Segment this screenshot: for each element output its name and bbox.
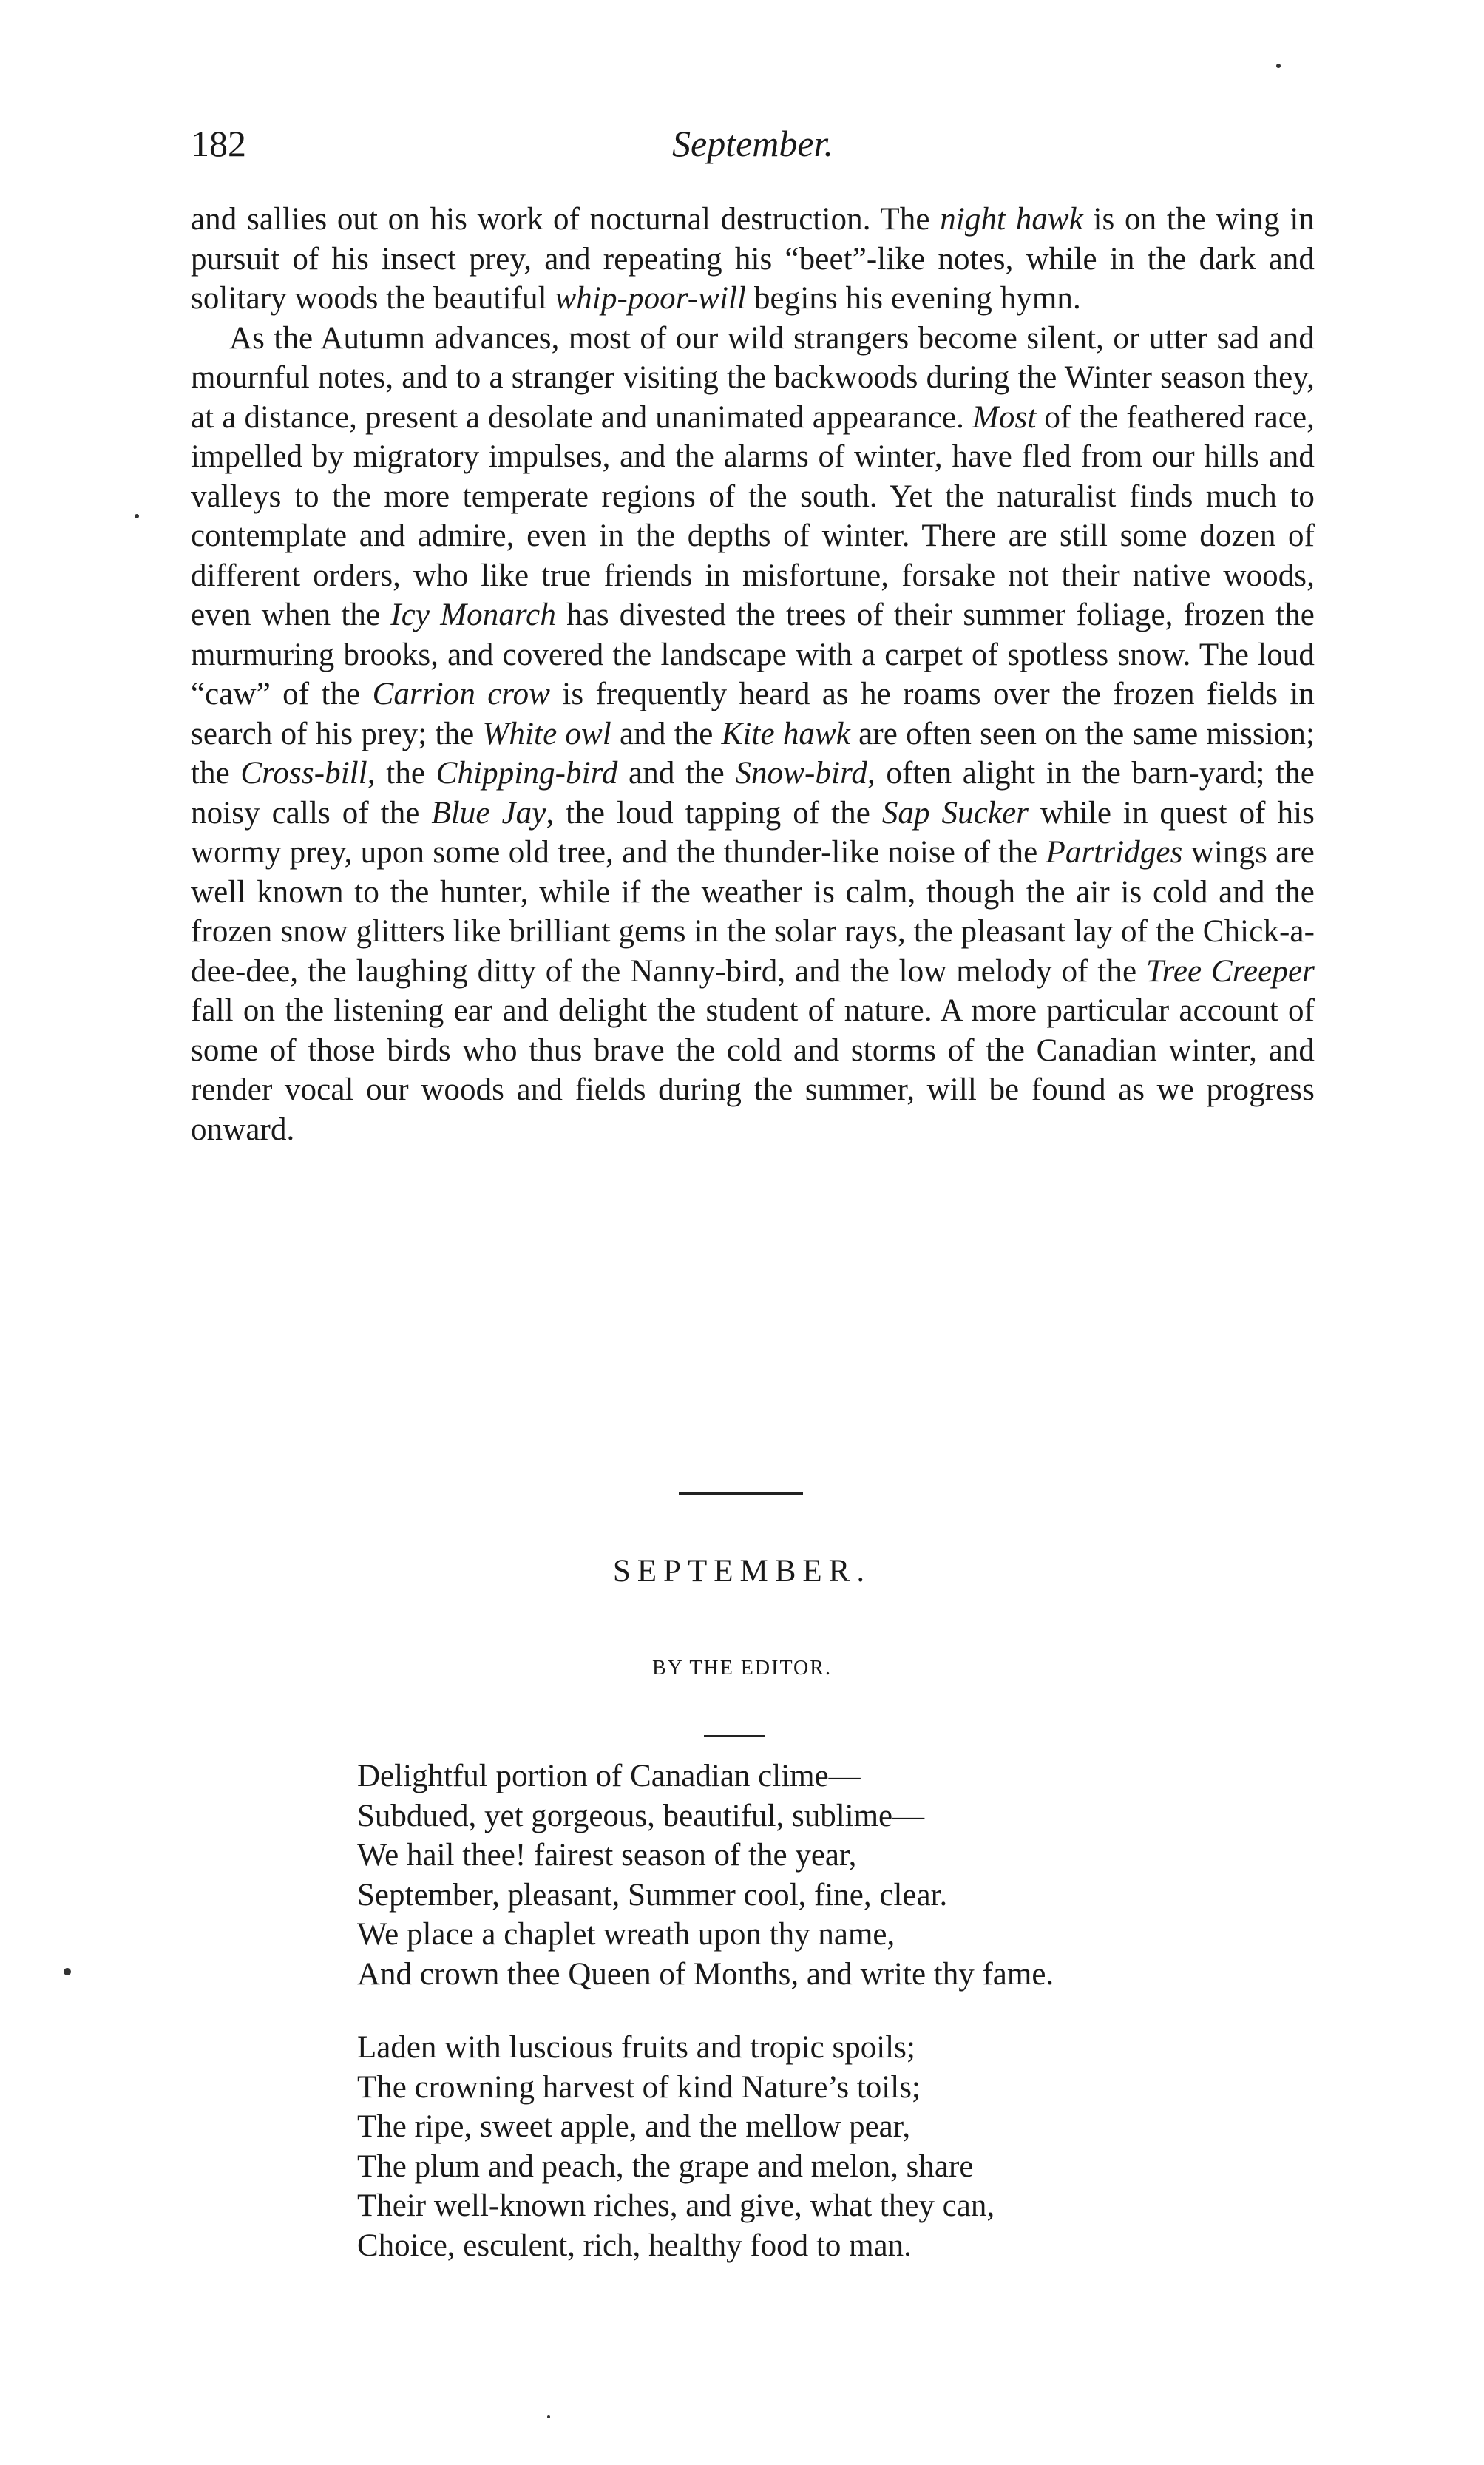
- print-speck: [64, 1968, 71, 1975]
- text-run: As the Autumn advances, most of our wild strangers become silent, or utter sad and mournful notes, and to a stranger visiting the backwoods during the Winter season they, at a distance, present a desolate and unanimated appearance.: [191, 320, 1315, 435]
- body-text: [191, 200, 1315, 1149]
- italic-term: Carrion crow: [372, 677, 551, 711]
- italic-term: whip-poor-will: [555, 281, 747, 316]
- italic-term: Cross-bill: [240, 756, 367, 791]
- poem-title: SEPTEMBER.: [612, 1554, 872, 1589]
- italic-term: Blue Jay: [431, 795, 546, 831]
- poem-byline: BY THE EDITOR.: [652, 1657, 832, 1680]
- poem-line: The crowning harvest of kind Nature’s toils;: [357, 2069, 921, 2105]
- text-run: is frequently heard as he roams over the frozen fields in search of his prey; the: [191, 677, 1315, 751]
- text-run: , often alight in the barn-yard; the noisy calls of the: [191, 756, 1315, 831]
- italic-term: White owl: [482, 716, 611, 751]
- text-run: while in quest of his wormy prey, upon some old tree, and the thunder-like noise of the: [191, 795, 1315, 870]
- section-divider: [679, 1492, 803, 1495]
- byline-divider: [704, 1735, 765, 1737]
- text-run: , the: [367, 756, 436, 791]
- text-run: and sallies out on his work of nocturnal destruction. The: [191, 202, 941, 237]
- page-number: 182: [191, 123, 246, 164]
- italic-term: Partridges: [1046, 835, 1183, 870]
- italic-term: Tree Creeper: [1145, 953, 1315, 989]
- print-speck: [547, 2415, 550, 2418]
- text-run: wings are well known to the hunter, while if the weather is calm, though the air is cold and the frozen snow glitters like brilliant gems in the solar rays, the pleasant lay of the Chick-a-dee-dee, the laughing ditty of the Nanny-bird, and the low melody of the: [191, 835, 1315, 989]
- text-run: of the feathered race, impelled by migratory impulses, and the alarms of winter, have fled from our hills and valleys to the more temperate regions of the south. Yet the naturalist finds much to contemplate and admire, even in the depths of winter. There are still some dozen of different orders, who like true friends in misfortune, forsake not their native woods, even when the: [191, 399, 1315, 632]
- print-speck: [135, 514, 139, 518]
- italic-term: Kite hawk: [721, 716, 850, 751]
- italic-term: Snow-bird: [735, 756, 867, 791]
- text-run: and the: [611, 716, 722, 751]
- poem-line: We hail thee! fairest season of the year,: [357, 1838, 857, 1873]
- text-run: begins his evening hymn.: [746, 281, 1081, 316]
- poem-line: Choice, esculent, rich, healthy food to man.: [357, 2228, 912, 2263]
- text-run: and the: [617, 756, 736, 791]
- poem-line: Laden with luscious fruits and tropic spoils;: [357, 2030, 915, 2065]
- poem-line: Their well-known riches, and give, what they can,: [357, 2188, 995, 2223]
- text-run: has divested the trees of their summer foliage, frozen the murmuring brooks, and covered the landscape with a carpet of spotless snow. The loud “caw” of the: [191, 598, 1315, 711]
- poem-body: [357, 1756, 1318, 2299]
- poem-line: And crown thee Queen of Months, and write thy fame.: [357, 1956, 1054, 1992]
- text-run: , the loud tapping of the: [546, 795, 882, 831]
- italic-term: Most: [972, 399, 1037, 435]
- running-head: September.: [672, 123, 833, 164]
- poem-line: We place a chaplet wreath upon thy name,: [357, 1917, 895, 1952]
- italic-term: Chipping-bird: [436, 756, 618, 791]
- poem-line: The ripe, sweet apple, and the mellow pear,: [357, 2109, 911, 2144]
- italic-term: Sap Sucker: [881, 795, 1029, 831]
- italic-term: night hawk: [940, 202, 1083, 237]
- poem-line: Subdued, yet gorgeous, beautiful, sublime—: [357, 1798, 925, 1833]
- text-run: is on the wing in pursuit of his insect prey, and repeating his “beet”-like notes, while in the dark and solitary woods the beautiful: [191, 202, 1315, 316]
- italic-term: Icy Monarch: [390, 598, 556, 632]
- paragraph: [191, 319, 1315, 1150]
- poem-line: Delightful portion of Canadian clime—: [357, 1759, 861, 1793]
- paragraph: [191, 200, 1315, 319]
- page-header: [191, 122, 1315, 174]
- print-speck: [1276, 64, 1281, 68]
- text-run: fall on the listening ear and delight the student of nature. A more particular account of some of those birds who thus brave the cold and storms of the Canadian winter, and render vocal our woods and fields during the summer, will be found as we progress onward.: [191, 993, 1315, 1147]
- stanza: [357, 2028, 1318, 2265]
- text-run: are often seen on the same mission; the: [191, 716, 1315, 791]
- poem-line: September, pleasant, Summer cool, fine, clear.: [357, 1877, 948, 1913]
- stanza: [357, 1756, 1318, 1994]
- poem-line: The plum and peach, the grape and melon, share: [357, 2148, 974, 2184]
